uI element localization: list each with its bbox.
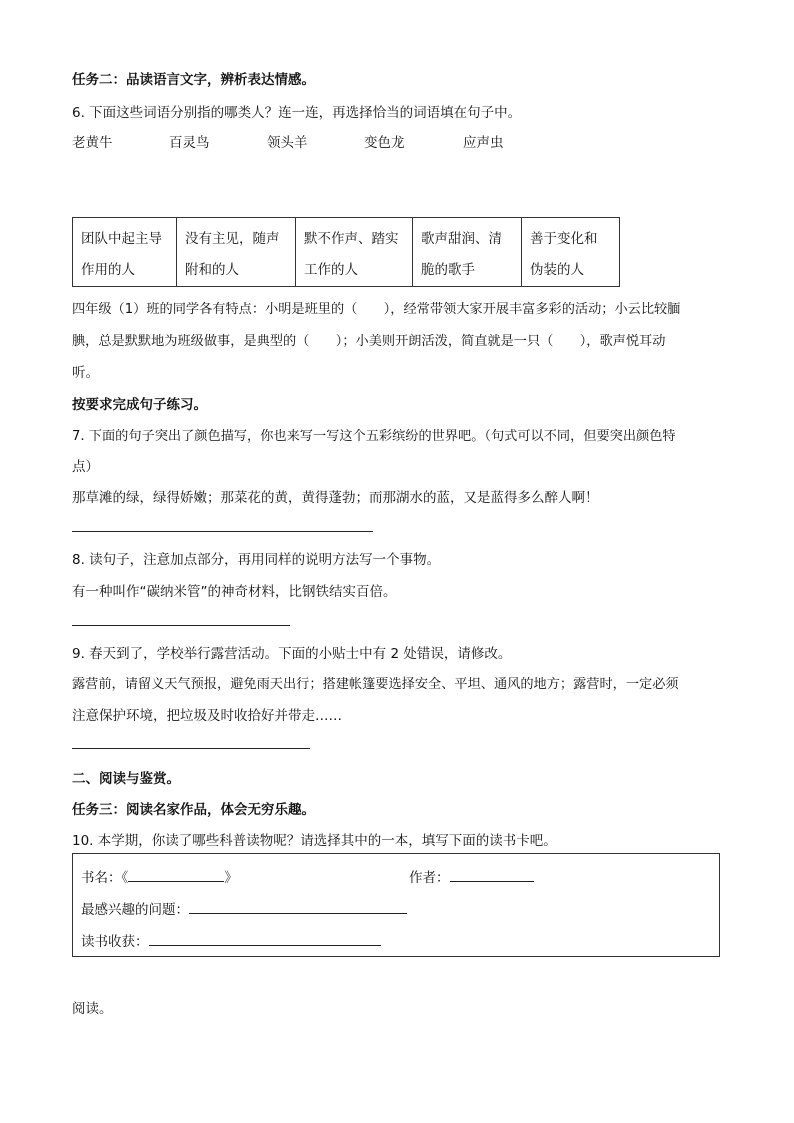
book-title-label — [81, 866, 238, 886]
cell-line: 团队中起主导 — [81, 231, 162, 247]
interest-label — [81, 898, 407, 918]
cell-line: 作用的人 — [81, 262, 135, 278]
cell-line: 伪装的人 — [530, 262, 584, 278]
task3-heading: 任务三：阅读名家作品，体会无穷乐趣。 — [72, 802, 315, 818]
q8-prompt: 8. 读句子，注意加点部分，再用同样的说明方法写一个事物。 — [72, 552, 441, 568]
q7-prompt-line: 7. 下面的句子突出了颜色描写，你也来写一写这个五彩缤纷的世界吧。（句式可以不同，但要突出颜色特 — [72, 429, 676, 444]
match-cell[interactable] — [413, 218, 522, 287]
book-title-field[interactable] — [128, 867, 224, 882]
book-close-text: 》 — [224, 870, 238, 886]
gain-field[interactable] — [149, 931, 381, 946]
reading-card — [72, 853, 720, 957]
match-cell[interactable] — [177, 218, 296, 287]
q7-example: 那草滩的绿，绿得娇嫩；那菜花的黄，黄得蓬勃；而那湖水的蓝，又是蓝得多么醉人啊！ — [72, 490, 599, 506]
section2-heading: 二、阅读与鉴赏。 — [72, 771, 180, 787]
q10-prompt: 10. 本学期，你读了哪些科普读物呢？请选择其中的一本，填写下面的读书卡吧。 — [72, 833, 557, 849]
author-label-text: 作者： — [409, 870, 450, 886]
matching-table — [72, 217, 620, 287]
sentence-heading: 按要求完成句子练习。 — [72, 397, 207, 413]
q7-prompt-line: 点） — [72, 459, 99, 475]
match-cell[interactable] — [296, 218, 413, 287]
book-label-text: 书名：《 — [81, 870, 129, 886]
q6-paragraph-line: 四年级（1）班的同学各有特点：小明是班里的（ ），经常带领大家开展丰富多彩的活动；小云比较腼 — [72, 302, 681, 317]
cell-line: 工作的人 — [304, 262, 358, 278]
author-field[interactable] — [450, 867, 534, 882]
task2-heading: 任务二：品读语言文字，辨析表达情感。 — [72, 72, 315, 88]
q9-prompt: 9. 春天到了，学校举行露营活动。下面的小贴士中有 2 处错误，请修改。 — [72, 646, 512, 662]
q6-word: 百灵鸟 — [169, 135, 210, 151]
interest-field[interactable] — [189, 899, 407, 914]
q7-answer-line[interactable] — [72, 531, 373, 532]
cell-line: 没有主见，随声 — [185, 231, 280, 247]
author-label — [409, 866, 534, 886]
q8-answer-line[interactable] — [72, 625, 290, 626]
cell-line: 脆的歌手 — [421, 262, 475, 278]
gain-label — [81, 930, 381, 950]
gain-label-text: 读书收获： — [81, 934, 149, 950]
q6-word: 变色龙 — [364, 135, 405, 151]
cell-line: 附和的人 — [185, 262, 239, 278]
q8-example: 有一种叫作“碳纳米管”的神奇材料，比钢铁结实百倍。 — [72, 584, 397, 600]
cell-line: 歌声甜润、清 — [421, 231, 502, 247]
q9-tip-line: 露营前，请留义天气预报，避免雨天出行；搭建帐篷要选择安全、平坦、通风的地方；露营时，一定必须 — [72, 677, 679, 692]
q6-paragraph-line: 听。 — [72, 365, 99, 381]
cell-line: 默不作声、踏实 — [304, 231, 399, 247]
match-cell[interactable] — [522, 218, 620, 287]
cell-line: 善于变化和 — [530, 231, 598, 247]
reading-label: 阅读。 — [72, 1001, 113, 1017]
interest-label-text: 最感兴趣的问题： — [81, 902, 189, 918]
q6-prompt: 6. 下面这些词语分别指的哪类人？连一连，再选择恰当的词语填在句子中。 — [72, 105, 522, 121]
q6-word: 应声虫 — [463, 135, 504, 151]
q9-answer-line[interactable] — [72, 748, 310, 749]
q9-tip-line: 注意保护环境，把垃圾及时收拾好并带走…… — [72, 708, 342, 724]
q6-word: 老黄牛 — [72, 135, 113, 151]
match-cell[interactable] — [73, 218, 177, 287]
q6-paragraph-line: 腆，总是默默地为班级做事，是典型的（ ）；小美则开朗活泼，简直就是一只（ ），歌声悦耳动 — [72, 334, 666, 349]
q6-word: 领头羊 — [267, 135, 308, 151]
